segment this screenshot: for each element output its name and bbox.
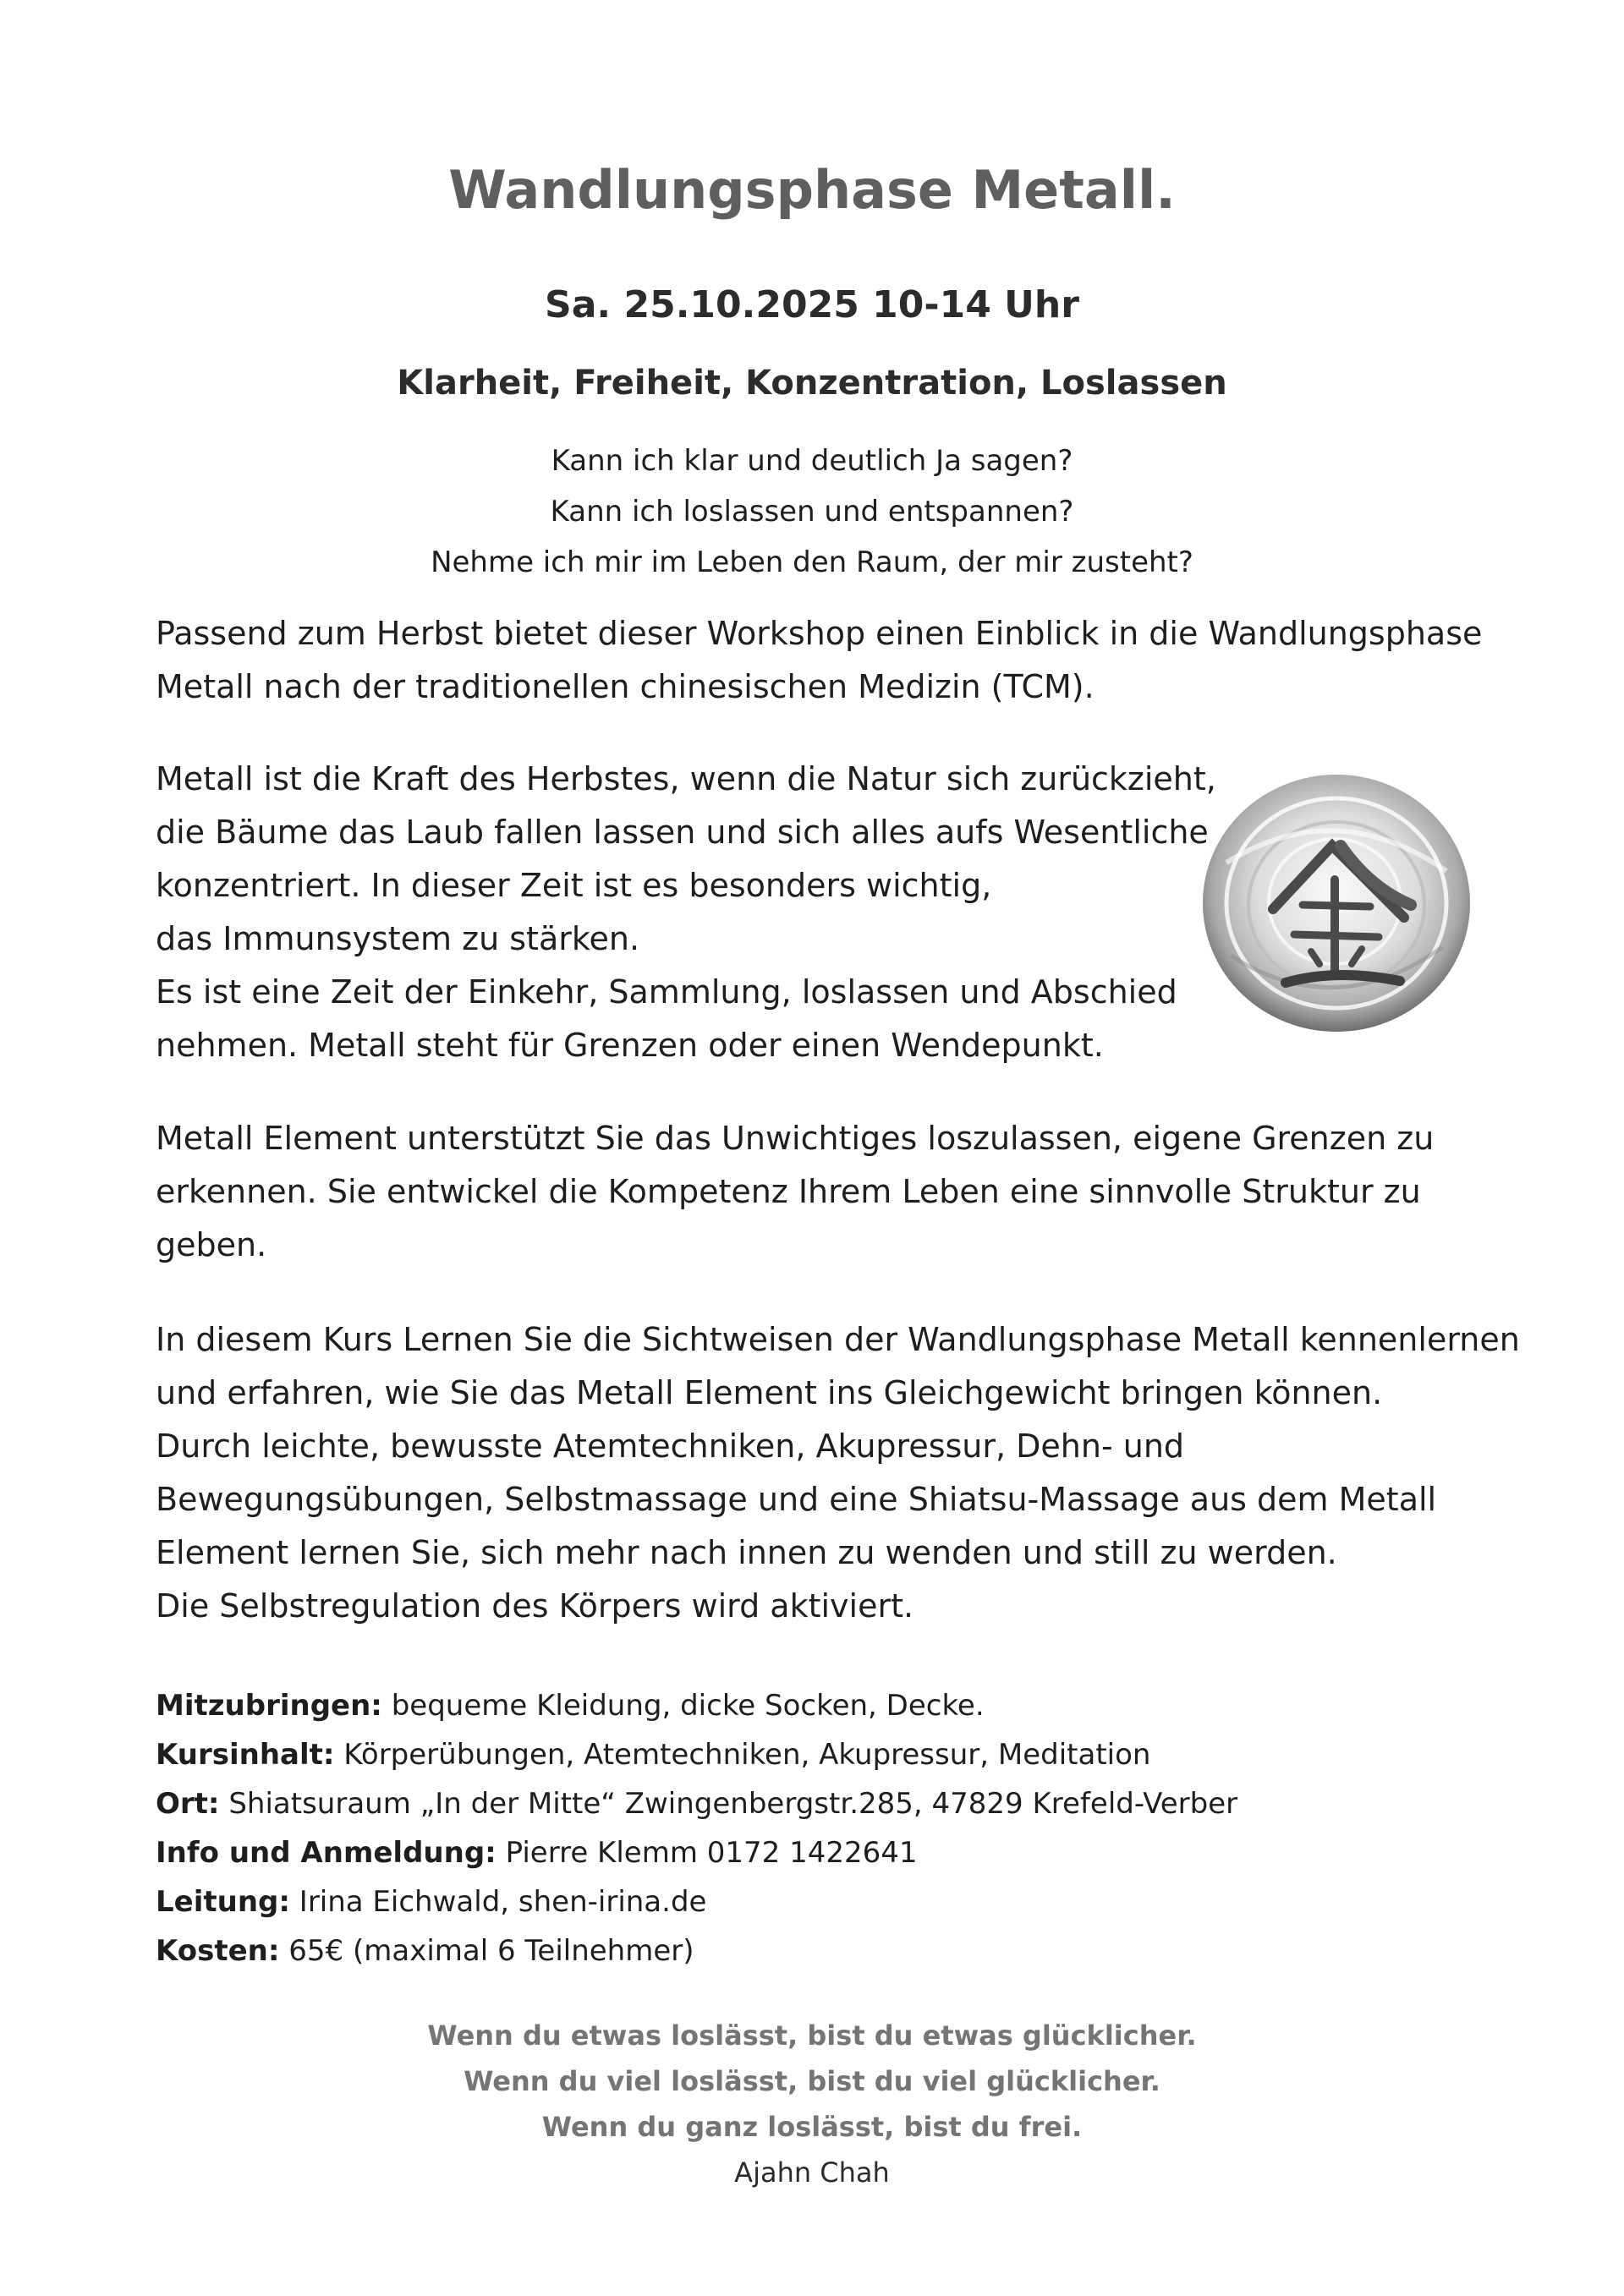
text-line: Durch leichte, bewusste Atemtechniken, Akupressur, Dehn- und	[156, 1427, 1185, 1465]
text-line: Bewegungsübungen, Selbstmassage und eine Shiatsu-Massage aus dem Metall	[156, 1481, 1437, 1518]
text-line: Element lernen Sie, sich mehr nach innen zu wenden und still zu werden.	[156, 1534, 1337, 1571]
info-value: Körperübungen, Atemtechniken, Akupressur, Meditation	[334, 1738, 1151, 1772]
info-label: Kosten:	[156, 1934, 280, 1968]
text-line: geben.	[156, 1226, 267, 1263]
metal-element-emblem-icon	[1193, 761, 1484, 1040]
info-row-kursinhalt	[156, 1730, 1509, 1779]
quote-line: Wenn du viel loslässt, bist du viel glücklicher.	[464, 2065, 1160, 2097]
question-line: Kann ich klar und deutlich Ja sagen?	[551, 444, 1073, 478]
text-line: das Immunsystem zu stärken.	[156, 920, 640, 957]
quote-line: Wenn du etwas loslässt, bist du etwas glücklicher.	[427, 2019, 1197, 2052]
info-row-mitzubringen	[156, 1681, 1509, 1730]
info-value: Shiatsuraum „In der Mitte“ Zwingenbergstr.285, 47829 Krefeld-Verber	[219, 1787, 1238, 1821]
info-value: bequeme Kleidung, dicke Socken, Decke.	[381, 1689, 985, 1723]
info-value: 65€ (maximal 6 Teilnehmer)	[279, 1934, 694, 1968]
info-label: Kursinhalt:	[156, 1738, 335, 1772]
info-value: Pierre Klemm 0172 1422641	[496, 1836, 918, 1870]
text-line: In diesem Kurs Lernen Sie die Sichtweisen der Wandlungsphase Metall kennenlernen	[156, 1321, 1520, 1358]
quote-author: Ajahn Chah	[734, 2156, 890, 2189]
quote-line: Wenn du ganz loslässt, bist du frei.	[541, 2111, 1083, 2143]
info-block	[156, 1681, 1509, 1975]
info-label: Info und Anmeldung:	[156, 1836, 497, 1870]
text-line: Metall Element unterstützt Sie das Unwichtiges loszulassen, eigene Grenzen zu	[156, 1120, 1435, 1157]
question-line: Nehme ich mir im Leben den Raum, der mir zusteht?	[431, 545, 1193, 579]
info-row-kosten	[156, 1926, 1509, 1975]
questions-block	[0, 436, 1624, 588]
info-label: Mitzubringen:	[156, 1689, 382, 1723]
question-line: Kann ich loslassen und entspannen?	[550, 495, 1074, 529]
closing-quote	[0, 2013, 1624, 2195]
text-line: Es ist eine Zeit der Einkehr, Sammlung, loslassen und Abschied	[156, 973, 1177, 1011]
text-line: erkennen. Sie entwickel die Kompetenz Ihrem Leben eine sinnvolle Struktur zu	[156, 1173, 1421, 1210]
info-row-anmeldung	[156, 1828, 1509, 1877]
text-line: Die Selbstregulation des Körpers wird aktiviert.	[156, 1587, 914, 1625]
support-paragraph	[156, 1112, 1492, 1272]
info-label: Ort:	[156, 1787, 220, 1821]
text-line: und erfahren, wie Sie das Metall Element ins Gleichgewicht bringen können.	[156, 1374, 1383, 1411]
info-row-ort	[156, 1779, 1509, 1828]
info-label: Leitung:	[156, 1885, 290, 1919]
text-line: die Bäume das Laub fallen lassen und sich alles aufs Wesentliche	[156, 814, 1209, 851]
info-row-leitung	[156, 1877, 1509, 1926]
page-title: Wandlungsphase Metall.	[448, 159, 1176, 221]
event-date: Sa. 25.10.2025 10-14 Uhr	[545, 283, 1079, 326]
info-value: Irina Eichwald, shen-irina.de	[289, 1885, 707, 1919]
text-line: Metall nach der traditionellen chinesischen Medizin (TCM).	[156, 668, 1095, 705]
text-line: Passend zum Herbst bietet dieser Workshop einen Einblick in die Wandlungsphase	[156, 615, 1483, 652]
text-line: nehmen. Metall steht für Grenzen oder einen Wendepunkt.	[156, 1027, 1104, 1064]
text-line: Metall ist die Kraft des Herbstes, wenn die Natur sich zurückzieht,	[156, 760, 1216, 797]
intro-paragraph	[156, 607, 1492, 714]
keywords-heading: Klarheit, Freiheit, Konzentration, Loslassen	[397, 364, 1227, 403]
text-line: konzentriert. In dieser Zeit ist es besonders wichtig,	[156, 867, 992, 904]
course-paragraph	[156, 1313, 1520, 1633]
